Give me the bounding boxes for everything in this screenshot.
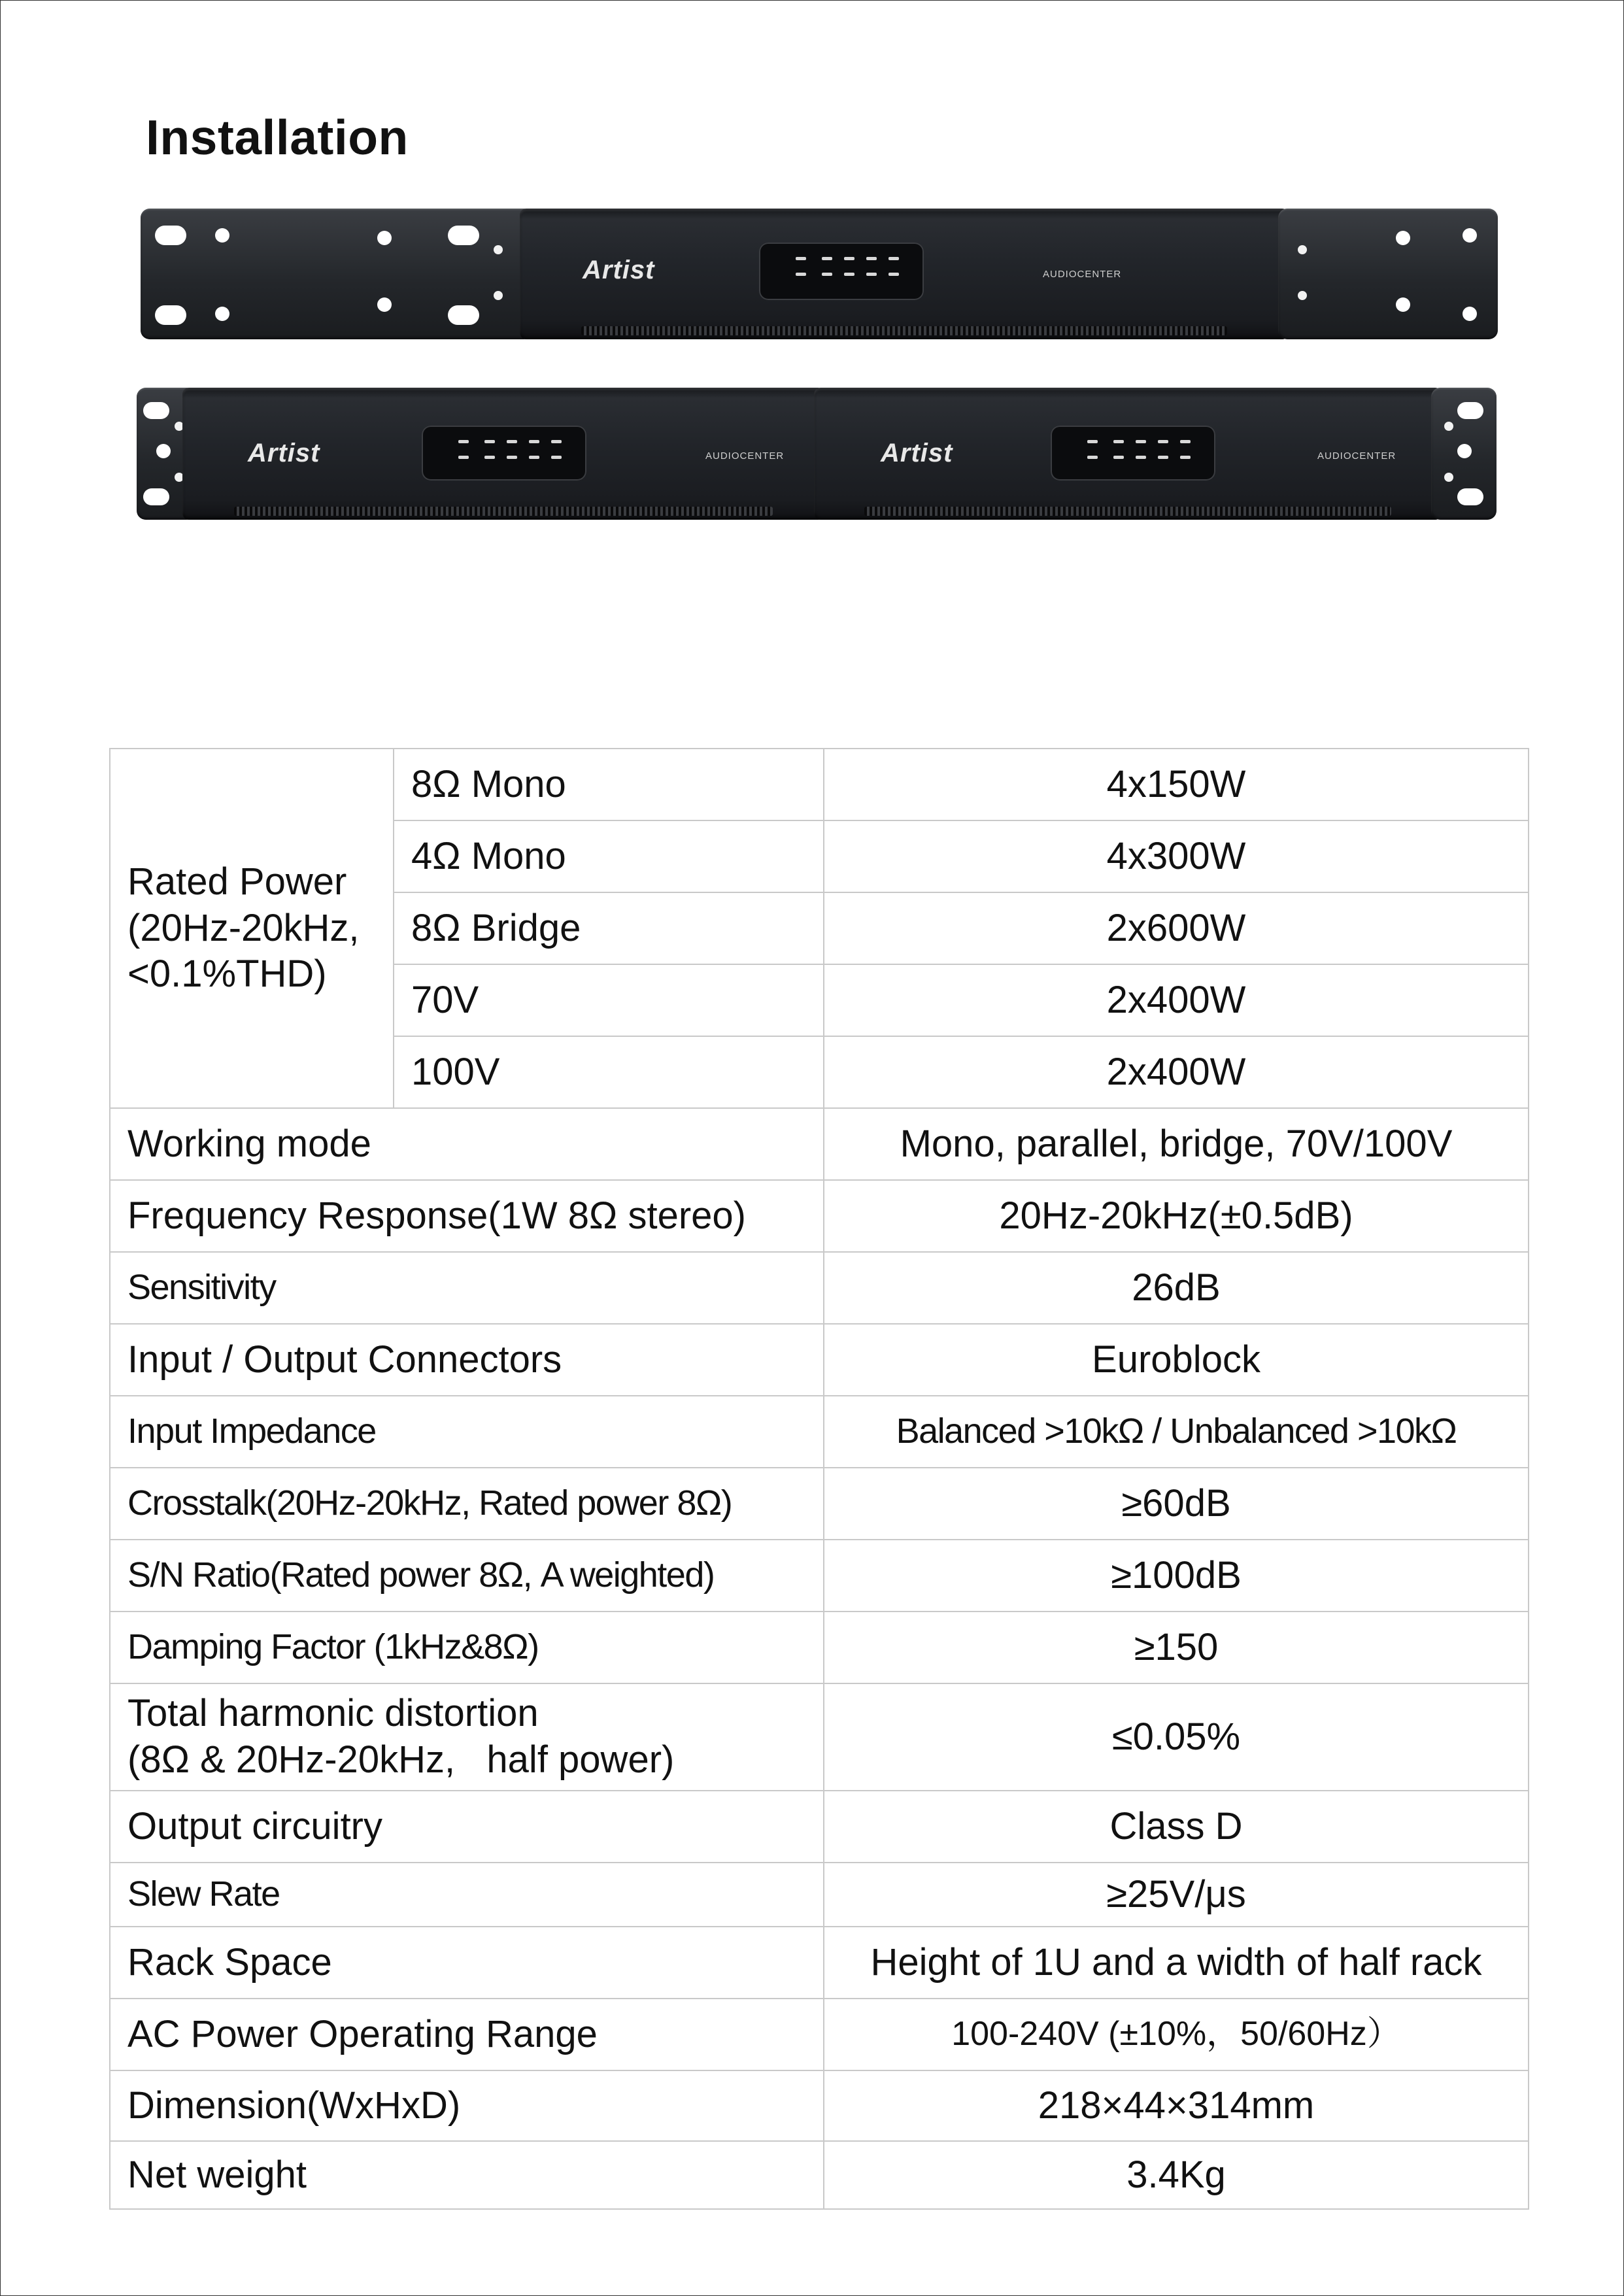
rack-single-unit-image [141, 209, 1498, 339]
table-row [110, 1612, 1529, 1683]
spec-label: Damping Factor (1kHz&8Ω) [110, 1612, 824, 1683]
spec-label: Output circuitry [110, 1791, 824, 1863]
brand-logo: Artist [248, 439, 320, 467]
rack-ear-right [1278, 209, 1498, 339]
table-row [110, 1791, 1529, 1863]
maker-logo: AUDIOCENTER [1317, 450, 1396, 462]
table-row [110, 1683, 1529, 1791]
maker-logo: AUDIOCENTER [705, 450, 785, 462]
spec-value: 2x400W [824, 964, 1529, 1036]
spec-value: 4x150W [824, 749, 1529, 820]
spec-value: 2x600W [824, 892, 1529, 964]
spec-value: ≤0.05% [824, 1683, 1529, 1791]
table-row [110, 1324, 1529, 1396]
spec-label: Slew Rate [110, 1863, 824, 1927]
spec-value: ≥60dB [824, 1468, 1529, 1540]
front-panel-display [1051, 426, 1215, 481]
table-row [110, 1108, 1529, 1180]
spec-label: Crosstalk(20Hz-20kHz, Rated power 8Ω) [110, 1468, 824, 1540]
table-row [110, 1468, 1529, 1540]
spec-label: AC Power Operating Range [110, 1999, 824, 2070]
rated-power-label: Rated Power (20Hz-20kHz, <0.1%THD) [110, 749, 394, 1108]
table-row [110, 1180, 1529, 1252]
spec-value: 2x400W [824, 1036, 1529, 1108]
table-row [110, 749, 1529, 820]
vent-grille [581, 326, 1227, 335]
spec-value: Euroblock [824, 1324, 1529, 1396]
table-row [110, 1863, 1529, 1927]
spec-value: Height of 1U and a width of half rack [824, 1927, 1529, 1999]
spec-value: 26dB [824, 1252, 1529, 1324]
spec-sublabel: 70V [394, 964, 824, 1036]
spec-value: ≥100dB [824, 1540, 1529, 1612]
front-panel-display [422, 426, 586, 481]
spec-label: Working mode [110, 1108, 824, 1180]
table-row [110, 1999, 1529, 2070]
rack-ear-left [141, 209, 533, 339]
table-row [110, 1396, 1529, 1468]
amplifier-unit [520, 209, 1289, 339]
front-panel-display [759, 243, 924, 300]
table-row [110, 2141, 1529, 2209]
spec-label: Frequency Response(1W 8Ω stereo) [110, 1180, 824, 1252]
spec-sublabel: 100V [394, 1036, 824, 1108]
spec-value: Class D [824, 1791, 1529, 1863]
spec-value: Mono, parallel, bridge, 70V/100V [824, 1108, 1529, 1180]
maker-logo: AUDIOCENTER [1043, 269, 1122, 280]
brand-logo: Artist [881, 439, 953, 467]
spec-value: Balanced >10kΩ / Unbalanced >10kΩ [824, 1396, 1529, 1468]
spec-label: S/N Ratio(Rated power 8Ω, A weighted) [110, 1540, 824, 1612]
spec-value: 20Hz-20kHz(±0.5dB) [824, 1180, 1529, 1252]
rack-dual-unit-image [137, 388, 1497, 520]
brand-logo: Artist [583, 256, 655, 284]
spec-sublabel: 8Ω Bridge [394, 892, 824, 964]
vent-grille [234, 507, 773, 516]
amplifier-unit-left [182, 388, 824, 520]
spec-label: Net weight [110, 2141, 824, 2209]
spec-sublabel: 8Ω Mono [394, 749, 824, 820]
table-row [110, 1540, 1529, 1612]
table-row [110, 2070, 1529, 2141]
spec-value: 3.4Kg [824, 2141, 1529, 2209]
spec-sublabel: 4Ω Mono [394, 820, 824, 892]
spec-value: ≥25V/μs [824, 1863, 1529, 1927]
table-row [110, 1927, 1529, 1999]
rack-ear-right [1431, 388, 1497, 520]
spec-value: 100-240V (±10%，50/60Hz） [824, 1999, 1529, 2070]
spec-value: 218×44×314mm [824, 2070, 1529, 2141]
spec-value: ≥150 [824, 1612, 1529, 1683]
spec-label: Rack Space [110, 1927, 824, 1999]
amplifier-unit-right [814, 388, 1442, 520]
vent-grille [864, 507, 1391, 516]
spec-value: 4x300W [824, 820, 1529, 892]
spec-label: Input / Output Connectors [110, 1324, 824, 1396]
page-title: Installation [146, 110, 409, 165]
spec-label: Dimension(WxHxD) [110, 2070, 824, 2141]
spec-label: Total harmonic distortion (8Ω & 20Hz-20kHz, half power) [110, 1683, 824, 1791]
spec-label: Input Impedance [110, 1396, 824, 1468]
spec-table [109, 748, 1529, 2210]
spec-label: Sensitivity [110, 1252, 824, 1324]
table-row [110, 1252, 1529, 1324]
